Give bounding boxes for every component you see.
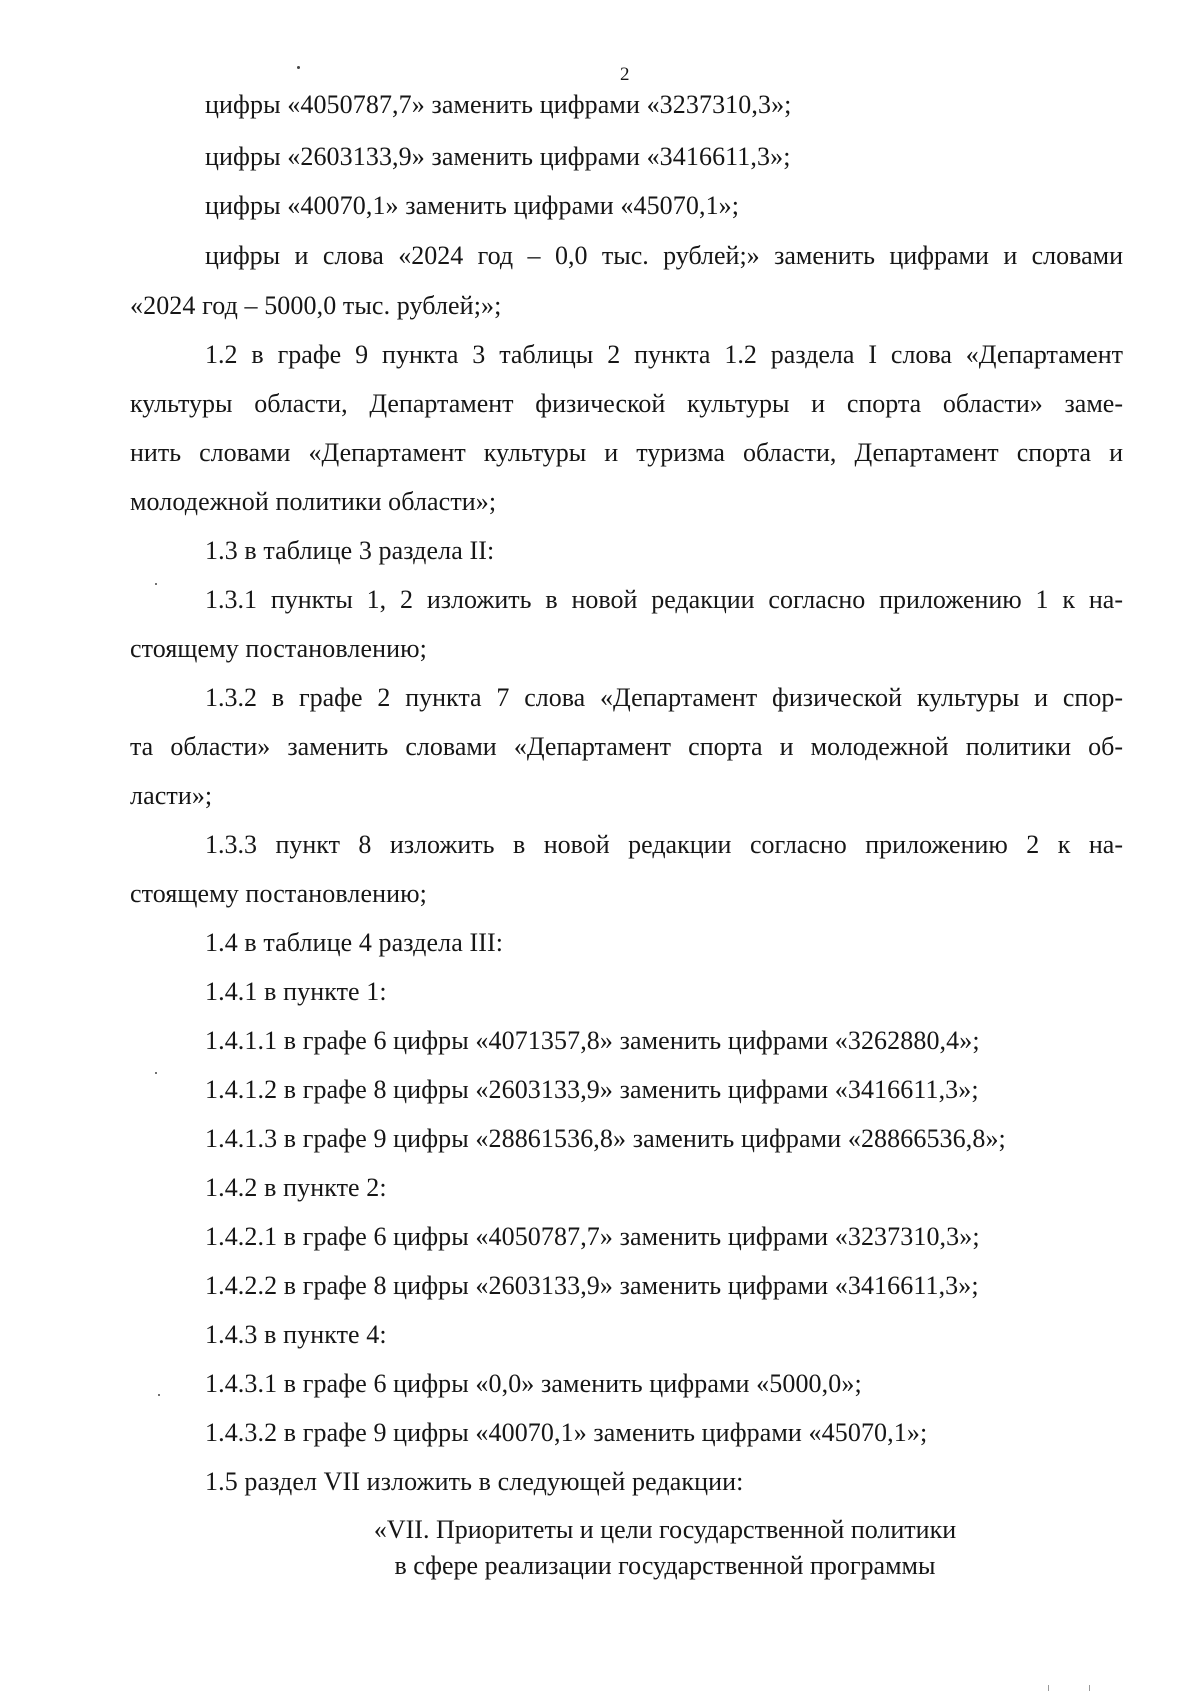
text-line: 1.4.1.3 в графе 9 цифры «28861536,8» заменить цифрами «28866536,8»; <box>205 1124 1006 1153</box>
text-line: 1.4.3.2 в графе 9 цифры «40070,1» заменить цифрами «45070,1»; <box>205 1418 928 1447</box>
scan-speck <box>158 1394 160 1396</box>
text-line-content: 1.3.3 пункт 8 изложить в новой редакции согласно приложению 2 к на- <box>205 830 1123 859</box>
text-line: 1.4.1.2 в графе 8 цифры «2603133,9» заменить цифрами «3416611,3»; <box>205 1075 979 1104</box>
text-line: 1.4 в таблице 4 раздела III: <box>205 928 504 957</box>
text-line: 1.4.3 в пункте 4: <box>205 1320 387 1349</box>
text-line-content: 1.3.1 пункты 1, 2 изложить в новой редакции согласно приложению 1 к на- <box>205 585 1123 614</box>
text-line: цифры «40070,1» заменить цифрами «45070,1»; <box>205 191 740 220</box>
text-line <box>130 388 1123 420</box>
text-line: 1.4.2.2 в графе 8 цифры «2603133,9» заменить цифрами «3416611,3»; <box>205 1271 979 1300</box>
page-number: 2 <box>620 64 630 85</box>
scan-edge-mark <box>1048 1685 1090 1691</box>
text-line <box>130 731 1123 763</box>
scan-speck <box>155 583 157 585</box>
text-line <box>205 829 1123 861</box>
section-heading-line-1: «VII. Приоритеты и цели государственной политики <box>373 1515 957 1544</box>
text-line-content: цифры и слова «2024 год – 0,0 тыс. рублей;» заменить цифрами и словами <box>205 241 1123 270</box>
text-line: 1.4.3.1 в графе 6 цифры «0,0» заменить цифрами «5000,0»; <box>205 1369 862 1398</box>
text-line: молодежной политики области»; <box>130 487 497 516</box>
text-line-content: 1.2 в графе 9 пункта 3 таблицы 2 пункта 1.2 раздела I слова «Департамент <box>205 340 1123 369</box>
text-line <box>205 240 1123 272</box>
text-line-content: 1.3.2 в графе 2 пункта 7 слова «Департамент физической культуры и спор- <box>205 683 1123 712</box>
text-line <box>205 584 1123 616</box>
text-line: 1.4.2 в пункте 2: <box>205 1173 387 1202</box>
scan-speck <box>155 1072 157 1074</box>
text-line: 1.4.2.1 в графе 6 цифры «4050787,7» заменить цифрами «3237310,3»; <box>205 1222 980 1251</box>
text-line <box>205 339 1123 371</box>
text-line: 1.4.1 в пункте 1: <box>205 977 387 1006</box>
text-line <box>205 682 1123 714</box>
text-line: 1.4.1.1 в графе 6 цифры «4071357,8» заменить цифрами «3262880,4»; <box>205 1026 980 1055</box>
text-line-content: нить словами «Департамент культуры и туризма области, Департамент спорта и <box>130 438 1123 467</box>
text-line: ласти»; <box>130 781 213 810</box>
text-line: стоящему постановлению; <box>130 879 427 908</box>
text-line: 1.5 раздел VII изложить в следующей редакции: <box>205 1467 744 1496</box>
text-line-content: та области» заменить словами «Департамент спорта и молодежной политики об- <box>130 732 1123 761</box>
text-line <box>130 437 1123 469</box>
text-line: «2024 год – 5000,0 тыс. рублей;»; <box>130 291 502 320</box>
text-line: цифры «2603133,9» заменить цифрами «3416611,3»; <box>205 142 791 171</box>
text-line: 1.3 в таблице 3 раздела II: <box>205 536 495 565</box>
text-line: цифры «4050787,7» заменить цифрами «3237310,3»; <box>205 90 792 119</box>
text-line: стоящему постановлению; <box>130 634 427 663</box>
text-line-content: культуры области, Департамент физической культуры и спорта области» заме- <box>130 389 1123 418</box>
section-heading-line-2: в сфере реализации государственной программы <box>394 1551 936 1580</box>
